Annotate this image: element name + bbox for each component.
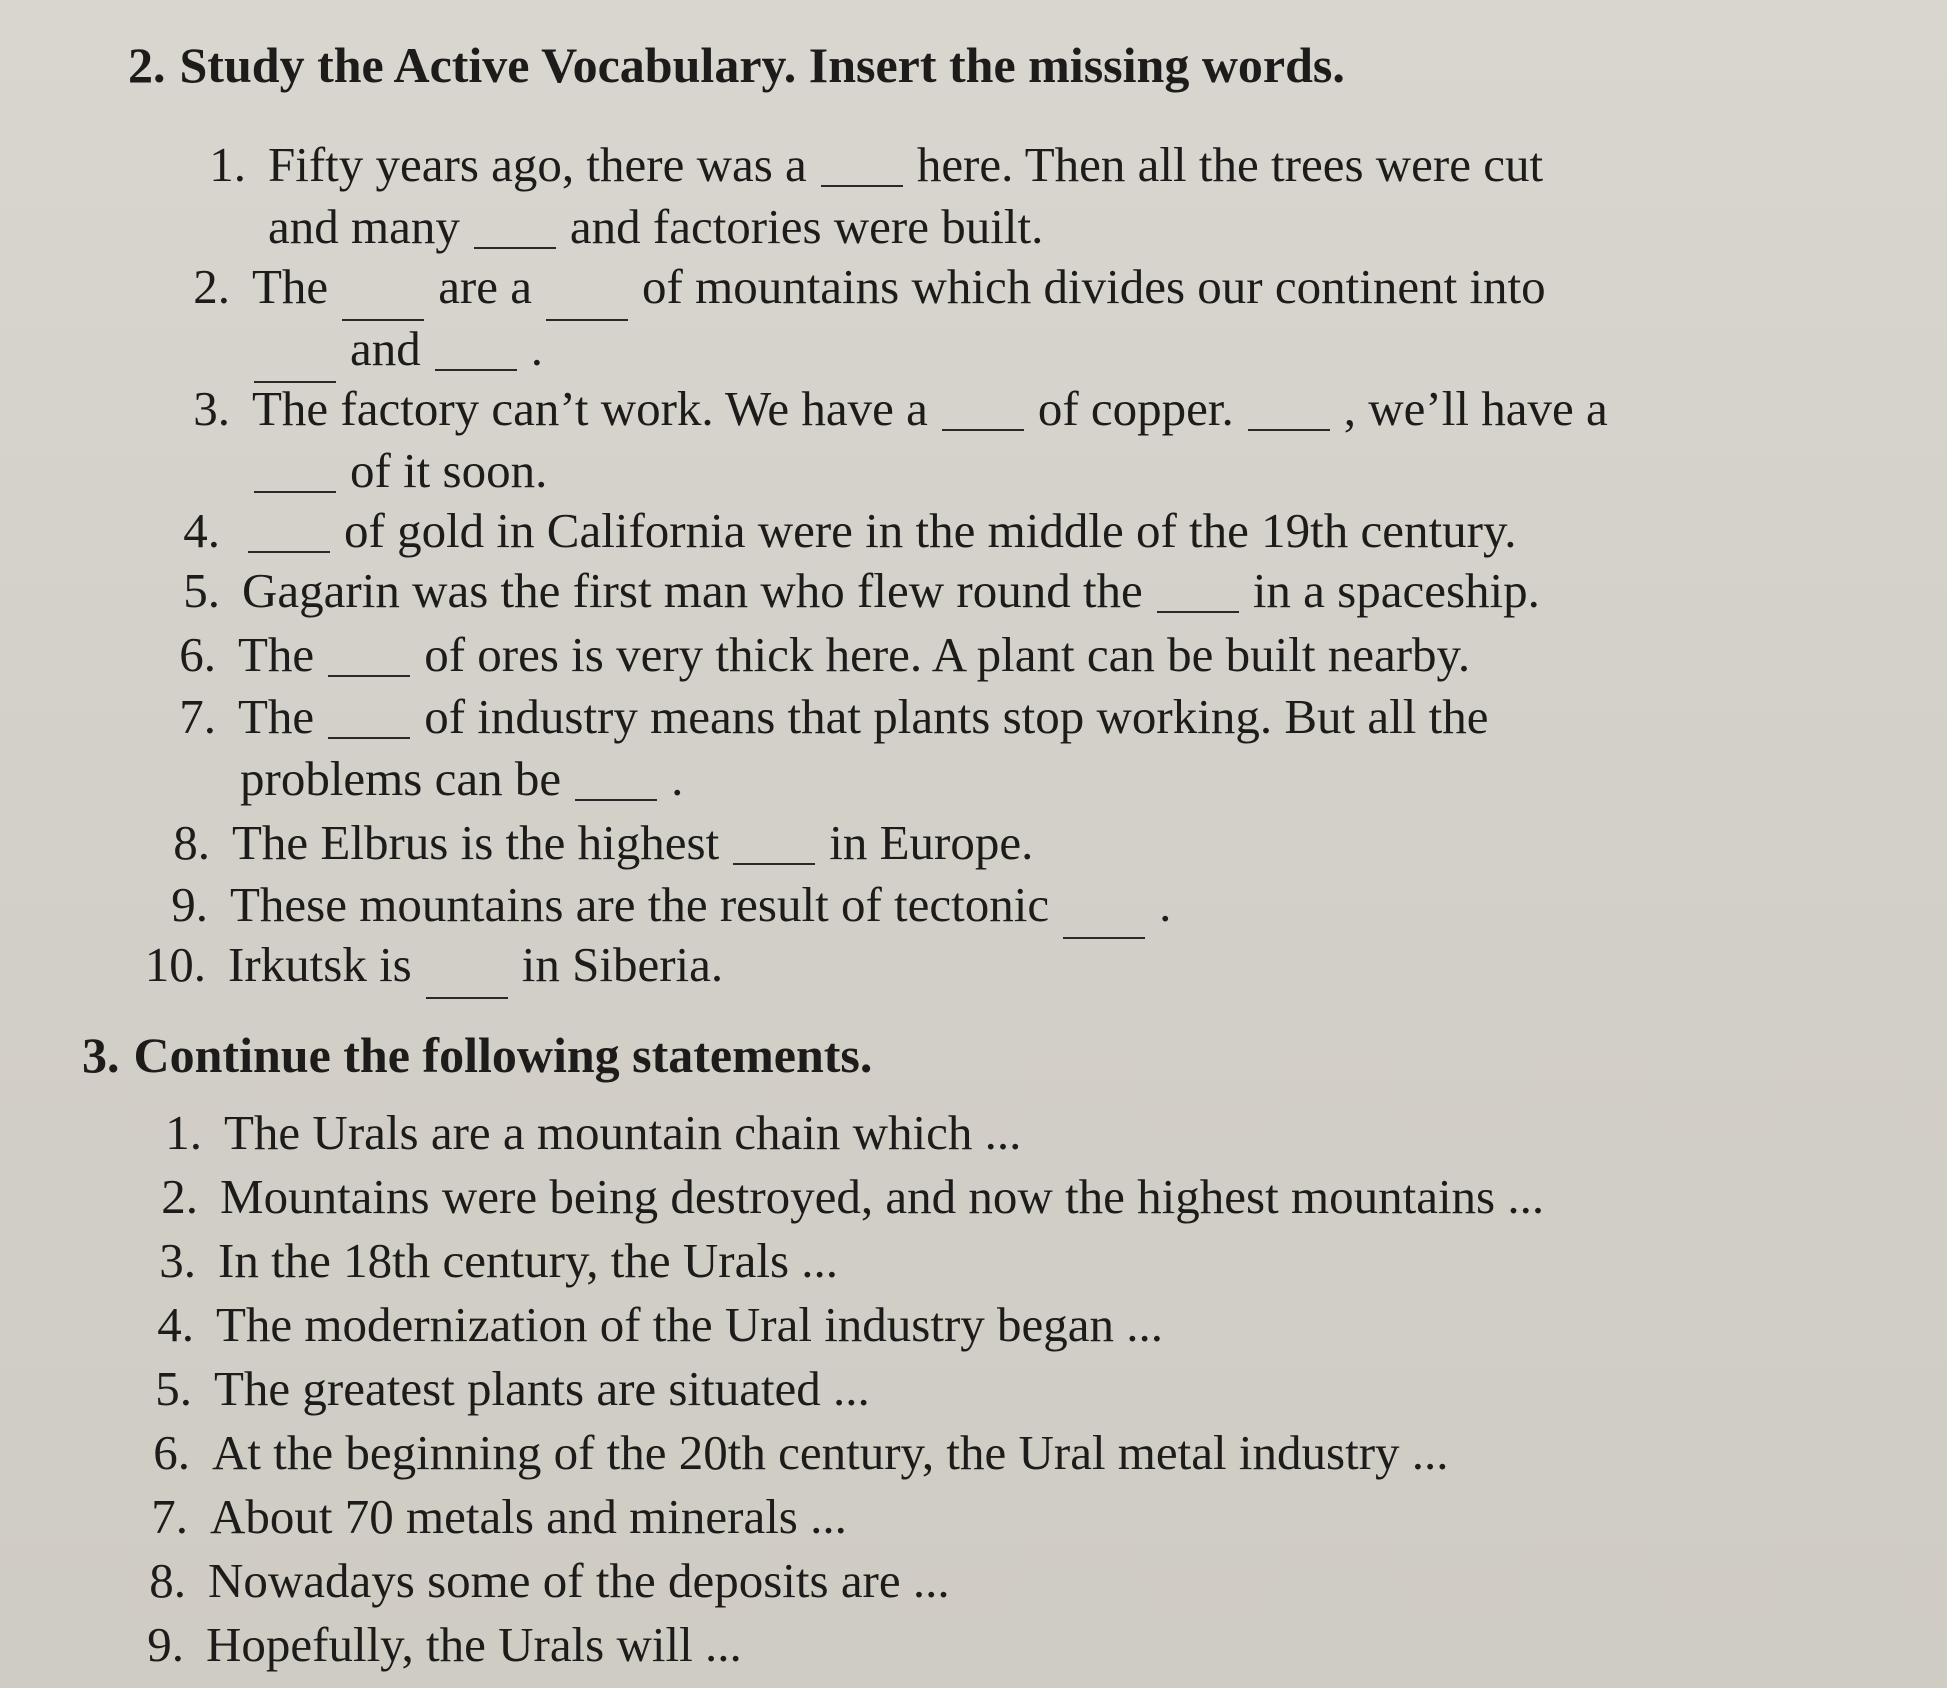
blank — [474, 247, 556, 249]
exercise-2-title: Study the Active Vocabulary. Insert the missing words. — [179, 37, 1345, 93]
ex2-item-10-line-1: 10. Irkutsk is in Siberia. — [128, 940, 723, 999]
ex2-item-1-line-2: and many and factories were built. — [268, 199, 1044, 254]
ex3-item-6-number: 6. — [153, 1425, 190, 1480]
blank — [546, 319, 628, 321]
ex3-item-5-number: 5. — [155, 1361, 192, 1416]
ex2-item-9-line-1: 9. These mountains are the result of tectonic . — [158, 880, 1171, 939]
ex3-item-2 — [148, 1169, 1545, 1224]
ex3-item-3 — [146, 1233, 839, 1288]
exercise-2-heading — [128, 37, 1345, 93]
ex2-item-3-number: 3. — [193, 381, 230, 436]
ex2-item-7-line-2: problems can be . — [240, 751, 684, 806]
ex2-item-3-line-1: 3. The factory can’t work. We have a of copper. , we’ll have a — [180, 384, 1608, 433]
ex3-item-6-text: At the beginning of the 20th century, the Ural metal industry ... — [212, 1425, 1449, 1480]
ex2-item-10-number: 10. — [144, 937, 206, 992]
ex3-item-9-number: 9. — [147, 1617, 184, 1672]
blank — [575, 799, 657, 801]
ex3-item-1-number: 1. — [165, 1105, 202, 1160]
ex3-item-3-text: In the 18th century, the Urals ... — [218, 1233, 839, 1288]
ex2-item-8-number: 8. — [173, 815, 210, 870]
blank — [733, 863, 815, 865]
blank — [254, 491, 336, 493]
ex2-item-6-line-1: 6. The of ores is very thick here. A plant can be built nearby. — [166, 630, 1470, 679]
blank — [328, 675, 410, 677]
ex2-item-5-number: 5. — [183, 563, 220, 618]
blank — [821, 185, 903, 187]
ex2-item-2-line-1: 2. The are a of mountains which divides our continent into — [180, 262, 1546, 321]
ex3-item-1 — [152, 1105, 1022, 1160]
ex2-item-7-line-1: 7. The of industry means that plants stop working. But all the — [166, 692, 1488, 741]
ex2-item-8-line-1: 8. The Elbrus is the highest in Europe. — [160, 818, 1033, 867]
ex3-item-5-text: The greatest plants are situated ... — [214, 1361, 870, 1416]
ex2-item-3-line-2: of it soon. — [254, 446, 547, 495]
ex3-item-4 — [144, 1297, 1164, 1352]
blank — [435, 369, 517, 371]
ex3-item-8 — [136, 1553, 950, 1608]
blank — [328, 737, 410, 739]
ex3-item-2-text: Mountains were being destroyed, and now the highest mountains ... — [220, 1169, 1545, 1224]
ex2-item-1-number: 1. — [209, 137, 246, 192]
ex3-item-9 — [134, 1617, 742, 1672]
ex2-item-6-number: 6. — [179, 627, 216, 682]
ex3-item-2-number: 2. — [161, 1169, 198, 1224]
exercise-3-number: 3. — [82, 1027, 120, 1083]
blank — [1157, 611, 1239, 613]
ex2-item-2-number: 2. — [193, 259, 230, 314]
ex2-item-4-line-1: 4. of gold in California were in the middle of the 19th century. — [170, 506, 1517, 555]
blank — [1248, 429, 1330, 431]
ex3-item-8-text: Nowadays some of the deposits are ... — [208, 1553, 950, 1608]
ex2-item-4-number: 4. — [183, 503, 220, 558]
blank — [248, 551, 330, 553]
blank — [942, 429, 1024, 431]
ex3-item-3-number: 3. — [159, 1233, 196, 1288]
ex3-item-7-number: 7. — [151, 1489, 188, 1544]
ex3-item-6 — [140, 1425, 1449, 1480]
ex3-item-4-number: 4. — [157, 1297, 194, 1352]
ex3-item-5 — [142, 1361, 870, 1416]
ex2-item-5-line-1: 5. Gagarin was the first man who flew round the in a spaceship. — [170, 566, 1540, 615]
ex2-item-1-line-1: 1. Fifty years ago, there was a here. Then all the trees were cut — [196, 140, 1543, 189]
ex3-item-8-number: 8. — [149, 1553, 186, 1608]
ex3-item-7-text: About 70 metals and minerals ... — [210, 1489, 847, 1544]
ex2-item-7-number: 7. — [179, 689, 216, 744]
ex2-item-2-line-2: and . — [254, 324, 543, 383]
exercise-2-number: 2. — [128, 37, 166, 93]
ex2-item-9-number: 9. — [171, 877, 208, 932]
ex3-item-7 — [138, 1489, 847, 1544]
blank — [1063, 937, 1145, 939]
exercise-3-title: Continue the following statements. — [133, 1027, 873, 1083]
blank — [426, 997, 508, 999]
ex3-item-9-text: Hopefully, the Urals will ... — [206, 1617, 742, 1672]
exercise-3-heading — [82, 1027, 873, 1083]
ex3-item-4-text: The modernization of the Ural industry began ... — [216, 1297, 1164, 1352]
ex3-item-1-text: The Urals are a mountain chain which ... — [224, 1105, 1022, 1160]
